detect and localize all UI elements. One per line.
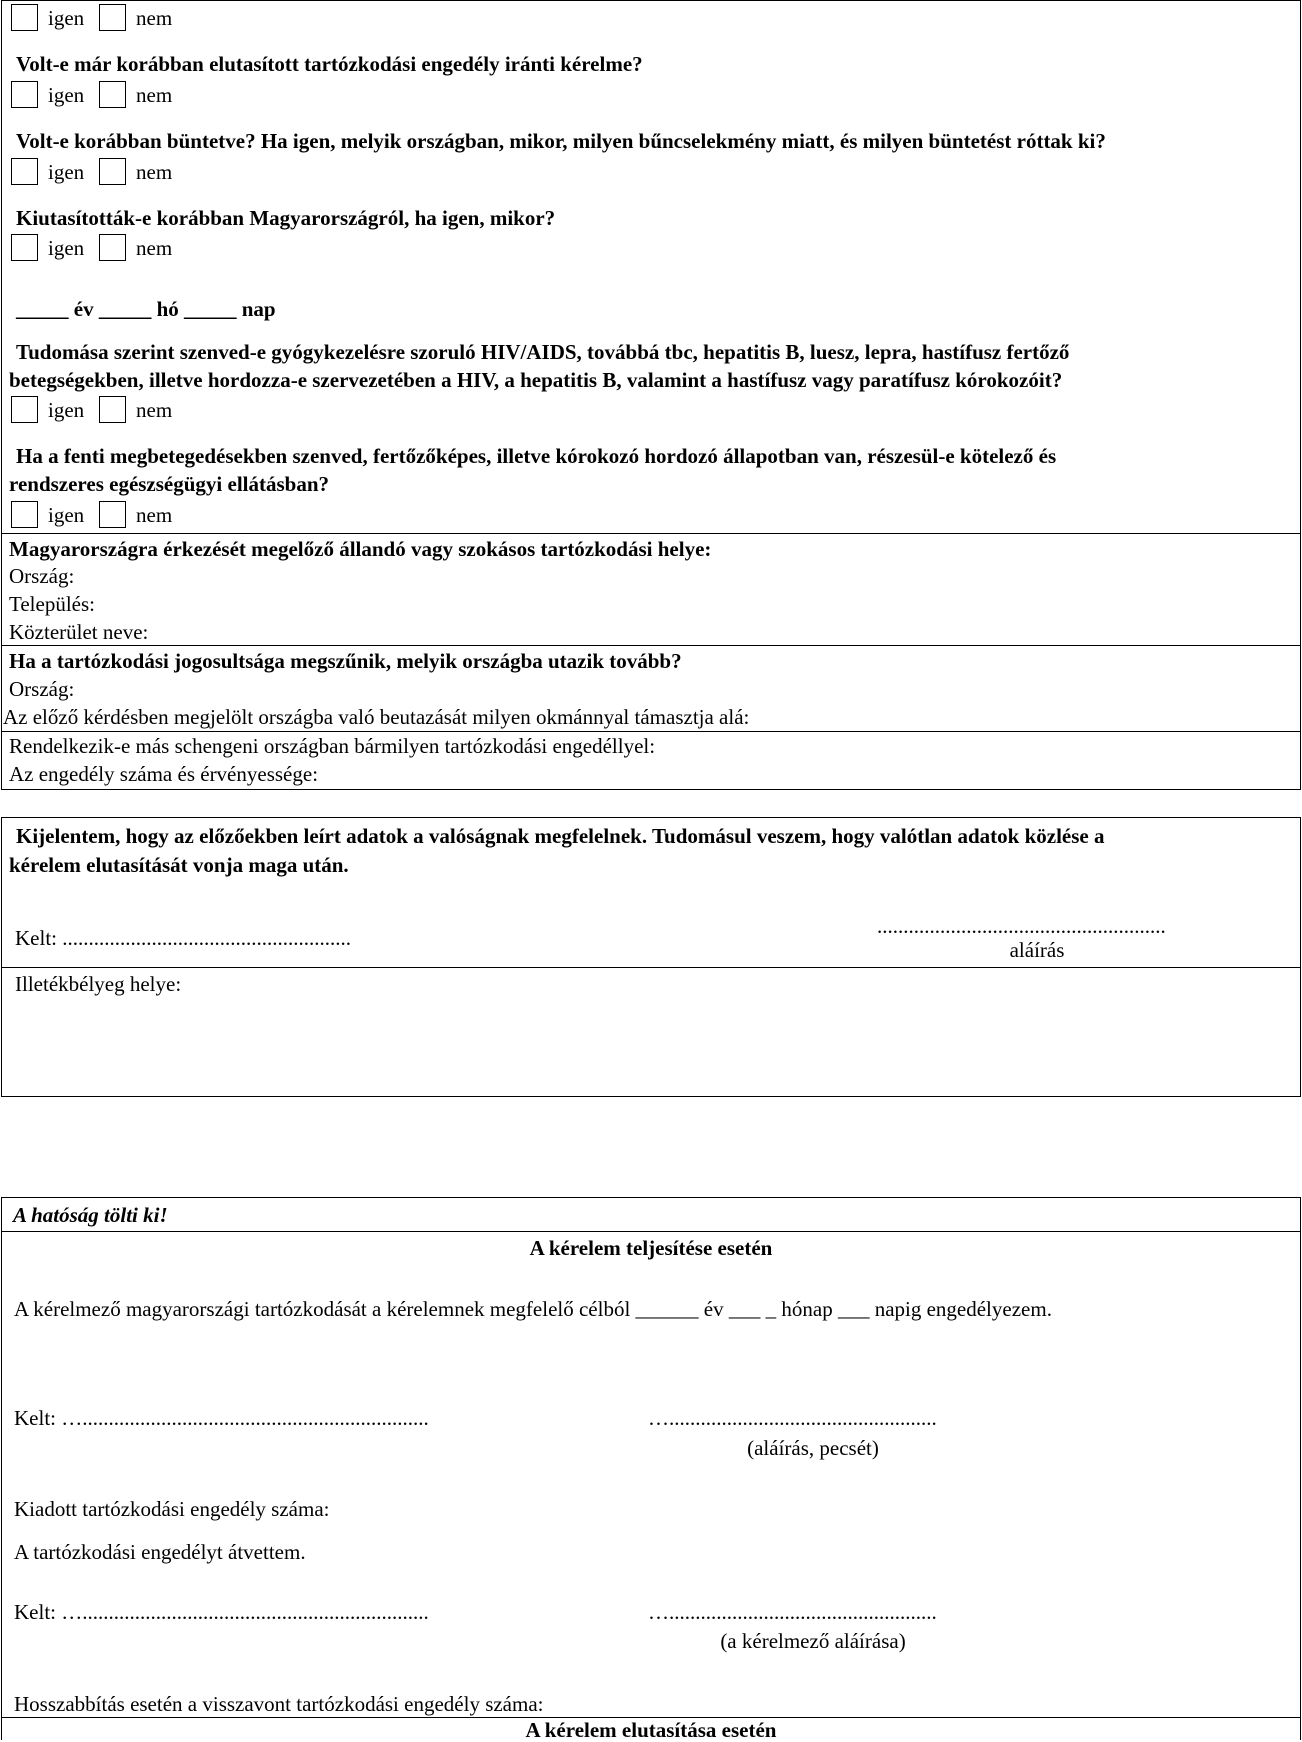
- q0-yes-checkbox[interactable]: [11, 4, 38, 31]
- q3-yes-checkbox[interactable]: [11, 234, 38, 261]
- health-q2-line1: Ha a fenti megbetegedésekben szenved, fertőzőképes, illetve kórokozó hordozó állapotban van, részesül-e kötelező és: [16, 444, 1057, 468]
- applicant-signature-label: (a kérelmező aláírása): [720, 1629, 906, 1653]
- approval-text: A kérelmező magyarországi tartózkodását a kérelemnek megfelelő célból ______ év ___ _ hónap ___ napig engedélyezem.: [14, 1297, 1052, 1321]
- health-q2-no-checkbox[interactable]: [99, 501, 126, 528]
- q1-yes-checkbox[interactable]: [11, 81, 38, 108]
- q2-text: Volt-e korábban büntetve? Ha igen, melyik országban, mikor, milyen bűncselekmény miatt, és milyen büntetést róttak ki?: [16, 129, 1106, 153]
- health-q2-yes-label: igen: [48, 503, 85, 527]
- q0-no-checkbox[interactable]: [99, 4, 126, 31]
- approval-signature-line[interactable]: …...................................................: [648, 1406, 937, 1430]
- declaration-signature-line[interactable]: .......................................................: [877, 914, 1166, 938]
- permit-received-text: A tartózkodási engedélyt átvettem.: [14, 1540, 306, 1564]
- q1-no-checkbox[interactable]: [99, 81, 126, 108]
- health-q1-no-label: nem: [136, 398, 173, 422]
- q3-no-checkbox[interactable]: [99, 234, 126, 261]
- residence-street-label: Közterület neve:: [9, 620, 149, 644]
- applicant-signature-line[interactable]: …...................................................: [648, 1600, 937, 1624]
- authority-box: [1, 1197, 1301, 1740]
- approval-title: A kérelem teljesítése esetén: [529, 1236, 773, 1260]
- approval-date-field[interactable]: Kelt: …..................................................................: [14, 1406, 429, 1430]
- health-q1-no-checkbox[interactable]: [99, 396, 126, 423]
- q2-yes-checkbox[interactable]: [11, 158, 38, 185]
- q3-no-label: nem: [136, 236, 173, 260]
- onward-divider: [1, 645, 1301, 646]
- q2-yes-label: igen: [48, 160, 85, 184]
- residence-divider: [1, 533, 1301, 534]
- stamp-place-label: Illetékbélyeg helye:: [15, 972, 182, 996]
- issued-permit-number-label: Kiadott tartózkodási engedély száma:: [14, 1497, 330, 1521]
- approval-signature-label: (aláírás, pecsét): [747, 1436, 879, 1460]
- authority-header: A hatóság tölti ki!: [13, 1203, 168, 1227]
- receipt-date-field[interactable]: Kelt: …..................................................................: [14, 1600, 429, 1624]
- schengen-line2: Az engedély száma és érvényessége:: [9, 762, 319, 786]
- q0-yes-label: igen: [48, 6, 85, 30]
- onward-document-label: Az előző kérdésben megjelölt országba való beutazását milyen okmánnyal támasztja alá:: [3, 705, 750, 729]
- declaration-signature-label: aláírás: [1009, 938, 1065, 962]
- q1-no-label: nem: [136, 83, 173, 107]
- q2-no-checkbox[interactable]: [99, 158, 126, 185]
- q1-text: Volt-e már korábban elutasított tartózkodási engedély iránti kérelme?: [16, 52, 643, 76]
- q1-yes-label: igen: [48, 83, 85, 107]
- declaration-date-field[interactable]: Kelt: .......................................................: [15, 926, 351, 950]
- health-q1-line2: betegségekben, illetve hordozza-e szervezetében a HIV, a hepatitis B, valamint a hastífusz vagy paratífusz kórokozóit?: [9, 368, 1063, 392]
- health-q2-no-label: nem: [136, 503, 173, 527]
- residence-settlement-label: Település:: [9, 592, 95, 616]
- declaration-line1: Kijelentem, hogy az előzőekben leírt adatok a valóságnak megfelelnek. Tudomásul veszem, hogy valótlan adatok közlése a: [16, 824, 1105, 848]
- residence-title: Magyarországra érkezését megelőző állandó vagy szokásos tartózkodási helye:: [9, 537, 712, 561]
- health-q2-yes-checkbox[interactable]: [11, 501, 38, 528]
- schengen-divider: [1, 731, 1301, 732]
- onward-title: Ha a tartózkodási jogosultsága megszűnik, melyik országba utazik tovább?: [9, 649, 682, 673]
- q3-text: Kiutasították-e korábban Magyarországról, ha igen, mikor?: [16, 206, 556, 230]
- health-q1-yes-label: igen: [48, 398, 85, 422]
- declaration-line2: kérelem elutasítását vonja maga után.: [9, 853, 349, 877]
- stamp-divider: [1, 967, 1301, 968]
- schengen-line1: Rendelkezik-e más schengeni országban bármilyen tartózkodási engedéllyel:: [9, 734, 656, 758]
- extension-revoked-permit-label: Hosszabbítás esetén a visszavont tartózkodási engedély száma:: [14, 1692, 544, 1716]
- health-q1-line1: Tudomása szerint szenved-e gyógykezelésre szoruló HIV/AIDS, továbbá tbc, hepatitis B, luesz, lepra, hastífusz fertőző: [16, 340, 1070, 364]
- expulsion-date-line[interactable]: _____ év _____ hó _____ nap: [16, 297, 276, 321]
- rejection-title: A kérelem elutasítása esetén: [525, 1718, 777, 1742]
- onward-country-label: Ország:: [9, 677, 75, 701]
- authority-header-divider: [1, 1231, 1301, 1232]
- q3-yes-label: igen: [48, 236, 85, 260]
- health-q1-yes-checkbox[interactable]: [11, 396, 38, 423]
- residence-country-label: Ország:: [9, 564, 75, 588]
- health-q2-line2: rendszeres egészségügyi ellátásban?: [9, 472, 330, 496]
- q0-no-label: nem: [136, 6, 173, 30]
- q2-no-label: nem: [136, 160, 173, 184]
